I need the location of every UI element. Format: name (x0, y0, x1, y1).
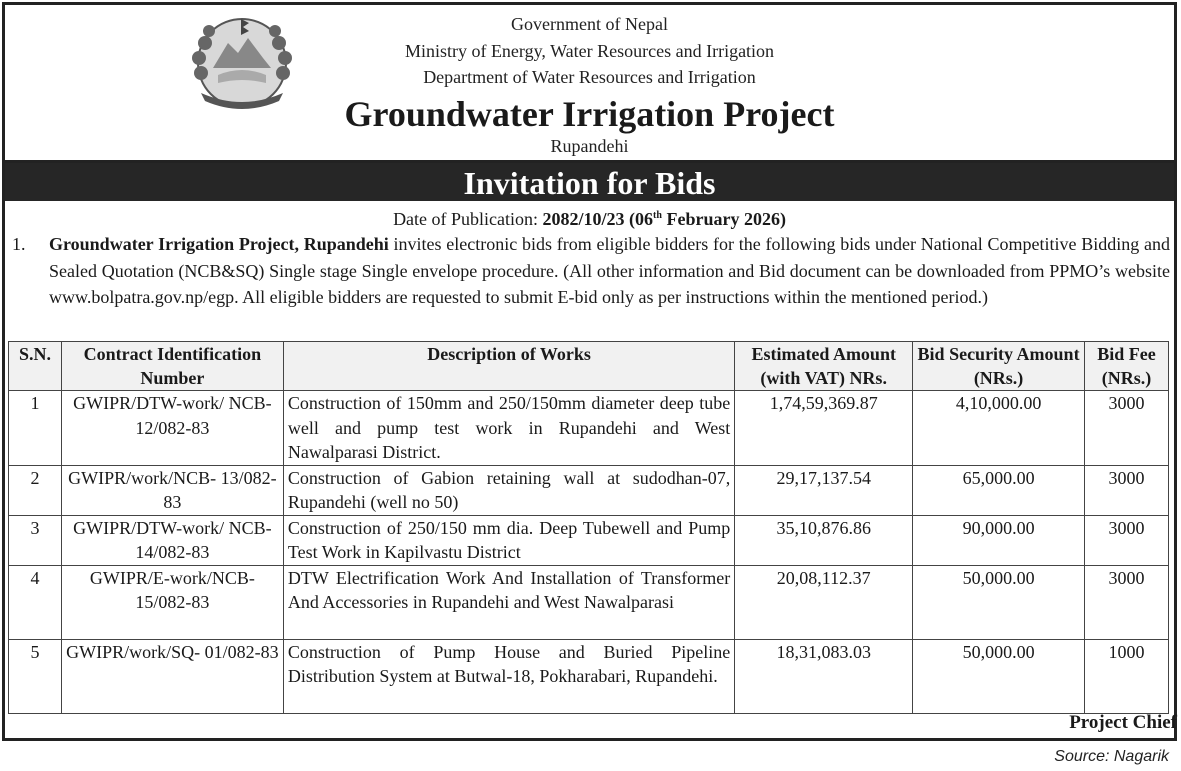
publication-date (5, 204, 1174, 231)
project-location: Rupandehi (550, 135, 629, 156)
signatory: Project Chief (1069, 712, 1177, 733)
col-bid-fee: Bid Fee (NRs.) (1085, 342, 1169, 391)
table-row: 5 GWIPR/work/SQ- 01/082-83 Construction of Pump House and Buried Pipeline Distribution System at Butwal-18, Pokharabari, Rupandehi. 18,31,083.03 50,000.00 1000 (9, 639, 1169, 713)
paragraph-number: 1. (12, 234, 26, 254)
notice-header (5, 5, 1174, 163)
intro-bold: Groundwater Irrigation Project, Rupandehi (49, 234, 389, 254)
publication-date-bs: 2082/10/23 (542, 209, 625, 229)
col-sn: S.N. (9, 342, 62, 391)
col-estimate: Estimated Amount (with VAT) NRs. (735, 342, 913, 391)
col-contract-id: Contract Identification Number (61, 342, 283, 391)
project-title: Groundwater Irrigation Project (344, 93, 835, 134)
table-row: 2 GWIPR/work/NCB- 13/082-83 Construction of Gabion retaining wall at sudodhan-07, Rupandehi (well no 50) 29,17,137.54 65,000.00 3000 (9, 465, 1169, 515)
col-bid-security: Bid Security Amount (NRs.) (913, 342, 1085, 391)
bids-table (8, 341, 1169, 714)
source-credit: Source: Nagarik (1054, 748, 1169, 765)
ministry-name: Ministry of Energy, Water Resources and Irrigation (404, 40, 775, 61)
table-row: 4 GWIPR/E-work/NCB- 15/082-83 DTW Electrification Work And Installation of Transformer And Accessories in Rupandehi and West Nawalparasi 20,08,112.37 50,000.00 3000 (9, 565, 1169, 639)
department-name: Department of Water Resources and Irrigation (423, 67, 756, 87)
table-row: 1 GWIPR/DTW-work/ NCB-12/082-83 Construction of 150mm and 250/150mm diameter deep tube well and pump test work in Rupandehi and West Nawalparasi District. 1,74,59,369.87 4,10,000.00 3000 (9, 391, 1169, 466)
publication-label: Date of Publication: (393, 209, 539, 229)
publication-date-ad: (06th February 2026) (629, 209, 786, 229)
table-header-row (9, 342, 1169, 391)
col-description: Description of Works (283, 342, 734, 391)
table-row: 3 GWIPR/DTW-work/ NCB-14/082-83 Construction of 250/150 mm dia. Deep Tubewell and Pump Test Work in Kapilvastu District 35,10,876.86 90,000.00 3000 (9, 515, 1169, 565)
intro-paragraph (5, 231, 1174, 311)
intro-text: invites electronic bids from eligible bidders for the following bids under National Competitive Bidding and Sealed Quotation (NCB&SQ) Single stage Single envelope procedure. (All other information and Bid document can be downloaded from PPMO’s website www.bolpatra.gov.np/egp. All eligible bidders are requested to submit E-bid only as per instructions within the mentioned period.) (49, 234, 1170, 307)
invitation-banner: Invitation for Bids (5, 163, 1174, 201)
government-name: Government of Nepal (511, 14, 668, 34)
